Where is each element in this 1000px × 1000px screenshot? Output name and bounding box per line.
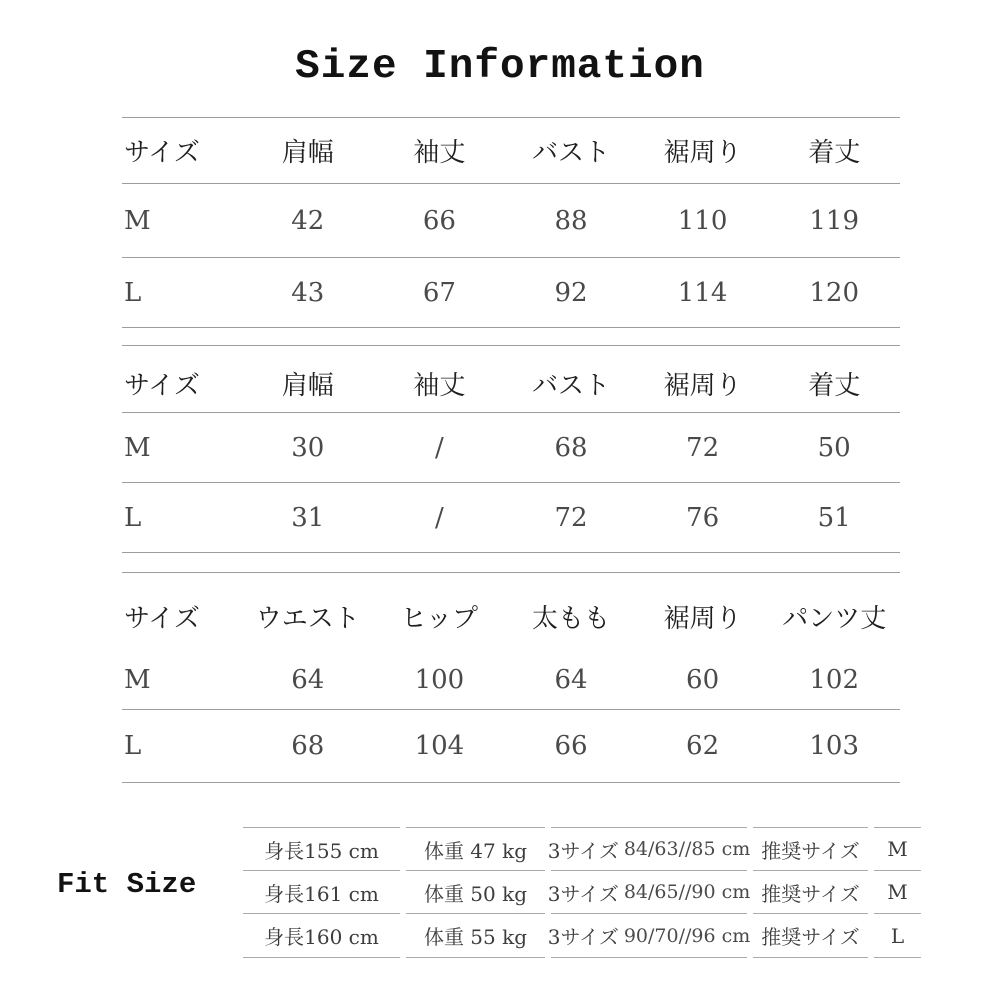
header-cell-size: サイズ <box>124 370 200 401</box>
value-cell: 102 <box>809 665 860 695</box>
table-header-row <box>122 346 900 413</box>
three-sizes-value: 84/65//90 cm <box>623 881 751 903</box>
table-row-m <box>122 413 900 483</box>
header-cell-waist: ウエスト <box>255 603 360 634</box>
header-cell-hip: ヒップ <box>400 603 478 634</box>
header-cell-size: サイズ <box>124 603 200 634</box>
value-cell: / <box>435 502 444 533</box>
value-cell: 100 <box>414 665 465 695</box>
header-cell-length: 着丈 <box>808 370 861 401</box>
value-cell: / <box>435 432 444 463</box>
header-cell-pants-length: パンツ丈 <box>782 603 887 634</box>
header-cell-shoulder: 肩幅 <box>281 370 334 401</box>
value-cell: 68 <box>291 731 325 761</box>
value-cell: 66 <box>422 205 456 236</box>
fit-cell-height: 身長155 cm <box>243 827 400 870</box>
table-row-m <box>122 651 900 710</box>
value-cell: 66 <box>554 731 588 761</box>
fit-size-label: Fit Size <box>57 868 197 901</box>
size-table-pants <box>122 572 900 783</box>
header-cell-thigh: 太もも <box>531 603 610 634</box>
value-cell: 103 <box>809 731 860 761</box>
three-sizes-label: 3サイズ <box>547 881 619 906</box>
header-cell-bust: バスト <box>531 138 610 168</box>
value-cell: 67 <box>422 277 456 308</box>
value-cell: 62 <box>686 731 720 761</box>
fit-cell-recommend-label: 推奨サイズ <box>753 827 868 870</box>
value-cell: 64 <box>291 665 325 695</box>
three-sizes-value: 84/63//85 cm <box>623 838 751 860</box>
value-cell: 114 <box>677 277 728 308</box>
fit-cell-weight: 体重 47 kg <box>406 827 545 870</box>
value-cell: 119 <box>809 205 860 236</box>
value-cell: 64 <box>554 665 588 695</box>
fit-cell-height: 身長160 cm <box>243 913 400 958</box>
fit-cell-three-sizes <box>547 827 751 870</box>
header-cell-bust: バスト <box>531 370 610 401</box>
value-cell: 30 <box>291 432 325 463</box>
table-header-row <box>122 118 900 184</box>
table-row-m <box>122 184 900 258</box>
fit-cell-recommend-size: L <box>874 913 921 958</box>
header-cell-hem: 裾周り <box>663 370 742 401</box>
three-sizes-label: 3サイズ <box>547 925 619 949</box>
size-cell: M <box>124 665 151 695</box>
table-row-l <box>122 258 900 328</box>
fit-cell-three-sizes <box>547 870 751 913</box>
value-cell: 72 <box>554 502 588 533</box>
fit-cell-height: 身長161 cm <box>243 870 400 913</box>
size-cell: L <box>124 731 142 761</box>
fit-cell-weight: 体重 50 kg <box>406 870 545 913</box>
size-cell: L <box>124 277 142 308</box>
value-cell: 76 <box>686 502 720 533</box>
fit-cell-recommend-label: 推奨サイズ <box>753 870 868 913</box>
size-table-top-1 <box>122 117 900 328</box>
value-cell: 72 <box>686 432 720 463</box>
size-table-top-2 <box>122 345 900 553</box>
page-title: Size Information <box>295 44 705 90</box>
table-row-l <box>122 710 900 783</box>
three-sizes-value: 90/70//96 cm <box>623 924 751 947</box>
fit-size-table <box>243 827 921 958</box>
value-cell: 88 <box>554 205 588 236</box>
header-cell-hem: 裾周り <box>663 603 742 634</box>
value-cell: 60 <box>686 665 720 695</box>
fit-cell-weight: 体重 55 kg <box>406 913 545 958</box>
size-cell: L <box>124 502 142 533</box>
three-sizes-label: 3サイズ <box>547 838 619 863</box>
value-cell: 50 <box>817 432 851 463</box>
header-cell-length: 着丈 <box>808 138 861 168</box>
value-cell: 31 <box>291 502 325 533</box>
value-cell: 43 <box>291 277 325 308</box>
fit-cell-recommend-label: 推奨サイズ <box>753 913 868 958</box>
value-cell: 110 <box>677 205 728 236</box>
header-cell-sleeve: 袖丈 <box>413 370 466 401</box>
value-cell: 104 <box>414 731 465 761</box>
value-cell: 51 <box>817 502 851 533</box>
header-cell-shoulder: 肩幅 <box>281 138 334 168</box>
header-cell-hem: 裾周り <box>663 138 742 168</box>
value-cell: 92 <box>554 277 588 308</box>
header-cell-sleeve: 袖丈 <box>413 138 466 168</box>
fit-cell-recommend-size: M <box>874 870 921 913</box>
fit-cell-recommend-size: M <box>874 827 921 870</box>
size-cell: M <box>124 432 151 463</box>
fit-cell-three-sizes <box>547 913 751 958</box>
value-cell: 42 <box>291 205 325 236</box>
table-header-row <box>122 573 900 651</box>
header-cell-size: サイズ <box>124 138 200 168</box>
size-cell: M <box>124 205 151 236</box>
table-row-l <box>122 483 900 553</box>
value-cell: 68 <box>554 432 588 463</box>
value-cell: 120 <box>809 277 860 308</box>
